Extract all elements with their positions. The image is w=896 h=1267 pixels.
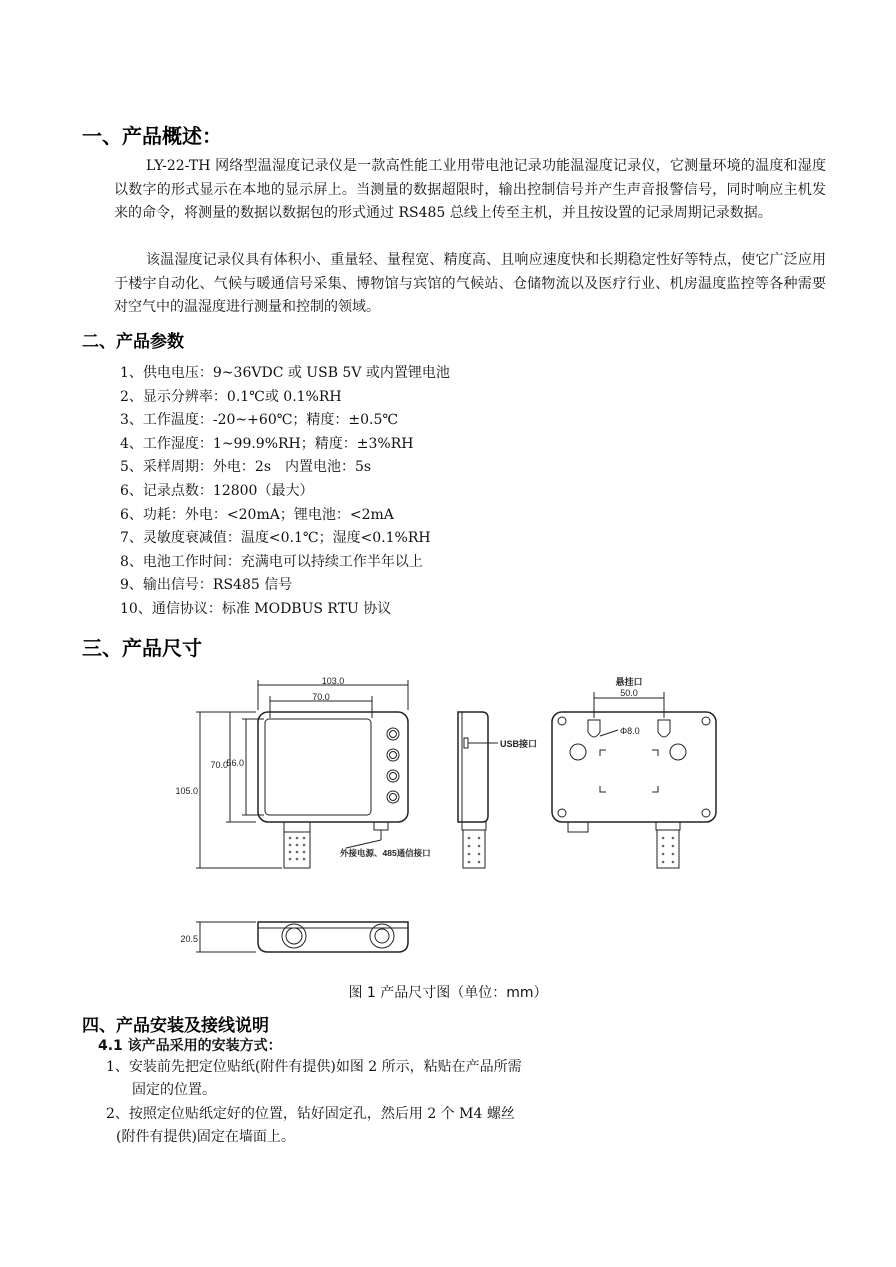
parameter-list — [120, 362, 450, 622]
param-item: 8、电池工作时间：充满电可以持续工作半年以上 — [120, 553, 423, 570]
dim-width-label: 103.0 — [321, 676, 345, 686]
dim-height-label: 105.0 — [175, 786, 198, 796]
param-item: 9、输出信号：RS485 信号 — [120, 577, 293, 594]
dimension-drawing — [175, 672, 716, 972]
dim-hole-spacing-label: 50.0 — [620, 688, 638, 698]
section-heading-parameters: 二、产品参数 — [82, 332, 184, 352]
param-item: 6、记录点数：12800（最大） — [120, 482, 314, 499]
param-item: 6、功耗：外电：<20mA；锂电池：<2mA — [120, 506, 394, 523]
hanging-hole-label: 悬挂口 — [615, 677, 643, 687]
dim-thickness-label: 20.5 — [180, 934, 198, 944]
param-item: 3、工作温度：-20~+60℃；精度：±0.5℃ — [120, 412, 399, 429]
figure-caption: 图 1 产品尺寸图（单位：mm） — [348, 985, 548, 1001]
overview-paragraph-1: LY-22-TH 网络型温湿度记录仪是一款高性能工业用带电池记录功能温湿度记录仪，它测量环境的温度和湿度以数字的形式显示在本地的显示屏上。当测量的数据超限时，输出控制信号并产生声音报警信号，同时响应主机发来的命令，将测量的数据以数据包的形式通过 RS485 总线上传至主机，并且按设置的记录周期记录数据。 — [114, 158, 826, 221]
param-item: 10、通信协议：标准 MODBUS RTU 协议 — [120, 600, 392, 617]
section-heading-installation: 四、产品安装及接线说明 — [82, 1016, 269, 1036]
front-view — [196, 680, 408, 868]
section-heading-dimensions: 三、产品尺寸 — [82, 636, 202, 660]
dim-hole-diameter-label: Φ8.0 — [620, 726, 640, 736]
param-item: 7、灵敏度衰减值：温度<0.1℃；湿度<0.1%RH — [120, 530, 431, 547]
install-step-2-line-1: 2、按照定位贴纸定好的位置，钻好固定孔，然后用 2 个 M4 螺丝 — [106, 1106, 515, 1122]
back-view — [552, 692, 716, 868]
install-step-1-line-2: 固定的位置。 — [132, 1082, 216, 1098]
install-step-1-line-1: 1、安装前先把定位贴纸(附件有提供)如图 2 所示，粘贴在产品所需 — [106, 1059, 522, 1075]
usb-port-label: USB接口 — [500, 739, 538, 749]
param-item: 5、采样周期：外电：2s 内置电池：5s — [120, 459, 372, 476]
dim-screen-width-label: 70.0 — [312, 692, 330, 702]
dim-body-height-label: 70.0 — [210, 760, 228, 770]
install-step-2-line-2: (附件有提供)固定在墙面上。 — [116, 1129, 295, 1145]
power-port-label: 外接电源、485通信接口 — [340, 848, 431, 858]
bottom-view — [196, 922, 408, 952]
subsection-heading: 4.1 该产品采用的安装方式： — [98, 1038, 282, 1054]
section-heading-overview: 一、产品概述： — [82, 124, 222, 148]
dim-screen-height-label: 56.0 — [226, 758, 244, 768]
param-item: 1、供电电压：9~36VDC 或 USB 5V 或内置锂电池 — [120, 365, 450, 381]
side-view — [458, 712, 498, 868]
param-item: 2、显示分辨率：0.1℃或 0.1%RH — [120, 388, 342, 405]
param-item: 4、工作湿度：1~99.9%RH；精度：±3%RH — [120, 435, 414, 452]
overview-paragraph-2: 该温湿度记录仪具有体积小、重量轻、量程宽、精度高、且响应速度快和长期稳定性好等特点，使它广泛应用于楼宇自动化、气候与暖通信号采集、博物馆与宾馆的气候站、仓储物流以及医疗行业、机房温度监控等各种需要对空气中的温湿度进行测量和控制的领域。 — [114, 252, 826, 315]
